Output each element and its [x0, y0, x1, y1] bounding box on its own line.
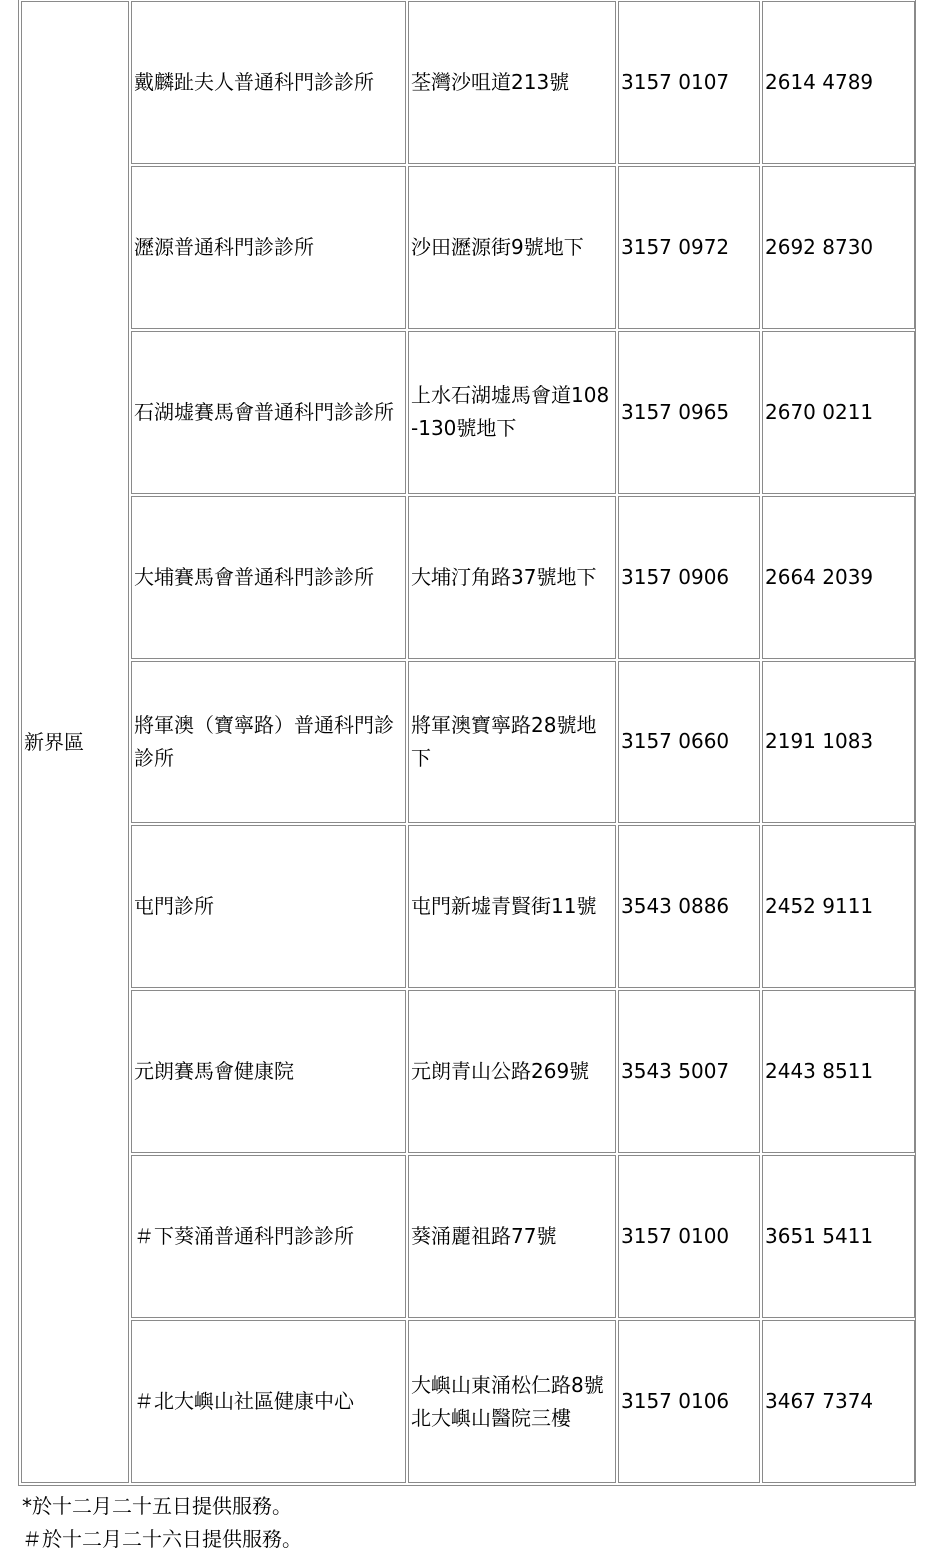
clinic-phone: 3157 0965 — [618, 331, 760, 494]
table-row — [21, 496, 915, 659]
clinic-phone: 3543 5007 — [618, 990, 760, 1153]
clinic-fax: 2452 9111 — [762, 825, 915, 988]
clinic-name: ＃北大嶼山社區健康中心 — [131, 1320, 406, 1483]
clinic-name: 戴麟趾夫人普通科門診診所 — [131, 1, 406, 164]
clinic-fax: 2614 4789 — [762, 1, 915, 164]
clinic-address — [408, 166, 616, 329]
clinic-phone: 3157 0660 — [618, 661, 760, 824]
address-line: 元朗青山公路269號 — [411, 1059, 590, 1084]
clinic-table — [19, 0, 917, 1485]
table-row — [21, 331, 915, 494]
clinic-phone: 3157 0107 — [618, 1, 760, 164]
clinic-address — [408, 331, 616, 494]
clinic-phone: 3157 0100 — [618, 1155, 760, 1318]
clinic-name: 瀝源普通科門診診所 — [131, 166, 406, 329]
district-cell: 新界區 — [21, 1, 129, 1483]
address-line: 葵涌麗祖路77號 — [411, 1224, 557, 1249]
address-line: 荃灣沙咀道213號 — [411, 69, 570, 94]
clinic-fax: 2191 1083 — [762, 661, 915, 824]
footnote-dec-26: ＃於十二月二十六日提供服務。 — [22, 1527, 302, 1551]
clinic-address — [408, 1320, 616, 1483]
clinic-address — [408, 661, 616, 824]
table-row — [21, 825, 915, 988]
clinic-fax: 2443 8511 — [762, 990, 915, 1153]
address-line: 屯門新墟青賢街11號 — [411, 894, 597, 919]
address-line: 北大嶼山醫院三樓 — [411, 1405, 571, 1430]
address-line: 上水石湖墟馬會道108-130號地下 — [411, 383, 610, 441]
address-line: 沙田瀝源街9號地下 — [411, 234, 584, 259]
clinic-address — [408, 990, 616, 1153]
clinic-address — [408, 1155, 616, 1318]
table-row — [21, 166, 915, 329]
footnotes — [22, 1490, 302, 1556]
clinic-phone: 3157 0906 — [618, 496, 760, 659]
clinic-fax: 2664 2039 — [762, 496, 915, 659]
clinic-fax: 3467 7374 — [762, 1320, 915, 1483]
clinic-fax: 2670 0211 — [762, 331, 915, 494]
table-row — [21, 1320, 915, 1483]
clinic-table-frame — [18, 0, 916, 1486]
clinic-name: 石湖墟賽馬會普通科門診診所 — [131, 331, 406, 494]
clinic-phone: 3157 0972 — [618, 166, 760, 329]
clinic-fax: 3651 5411 — [762, 1155, 915, 1318]
clinic-fax: 2692 8730 — [762, 166, 915, 329]
clinic-name: 元朗賽馬會健康院 — [131, 990, 406, 1153]
table-row — [21, 661, 915, 824]
address-line: 大埔汀角路37號地下 — [411, 564, 597, 589]
clinic-address — [408, 825, 616, 988]
clinic-name: 大埔賽馬會普通科門診診所 — [131, 496, 406, 659]
clinic-name: 屯門診所 — [131, 825, 406, 988]
clinic-name: 將軍澳（寶寧路）普通科門診診所 — [131, 661, 406, 824]
address-line: 大嶼山東涌松仁路8號 — [411, 1372, 604, 1397]
clinic-name: ＃下葵涌普通科門診診所 — [131, 1155, 406, 1318]
footnote-dec-25: *於十二月二十五日提供服務。 — [22, 1494, 292, 1518]
table-row — [21, 990, 915, 1153]
clinic-address — [408, 1, 616, 164]
clinic-address — [408, 496, 616, 659]
clinic-phone: 3543 0886 — [618, 825, 760, 988]
table-row — [21, 1, 915, 164]
table-row — [21, 1155, 915, 1318]
address-line: 將軍澳寶寧路28號地下 — [411, 712, 597, 770]
clinic-phone: 3157 0106 — [618, 1320, 760, 1483]
